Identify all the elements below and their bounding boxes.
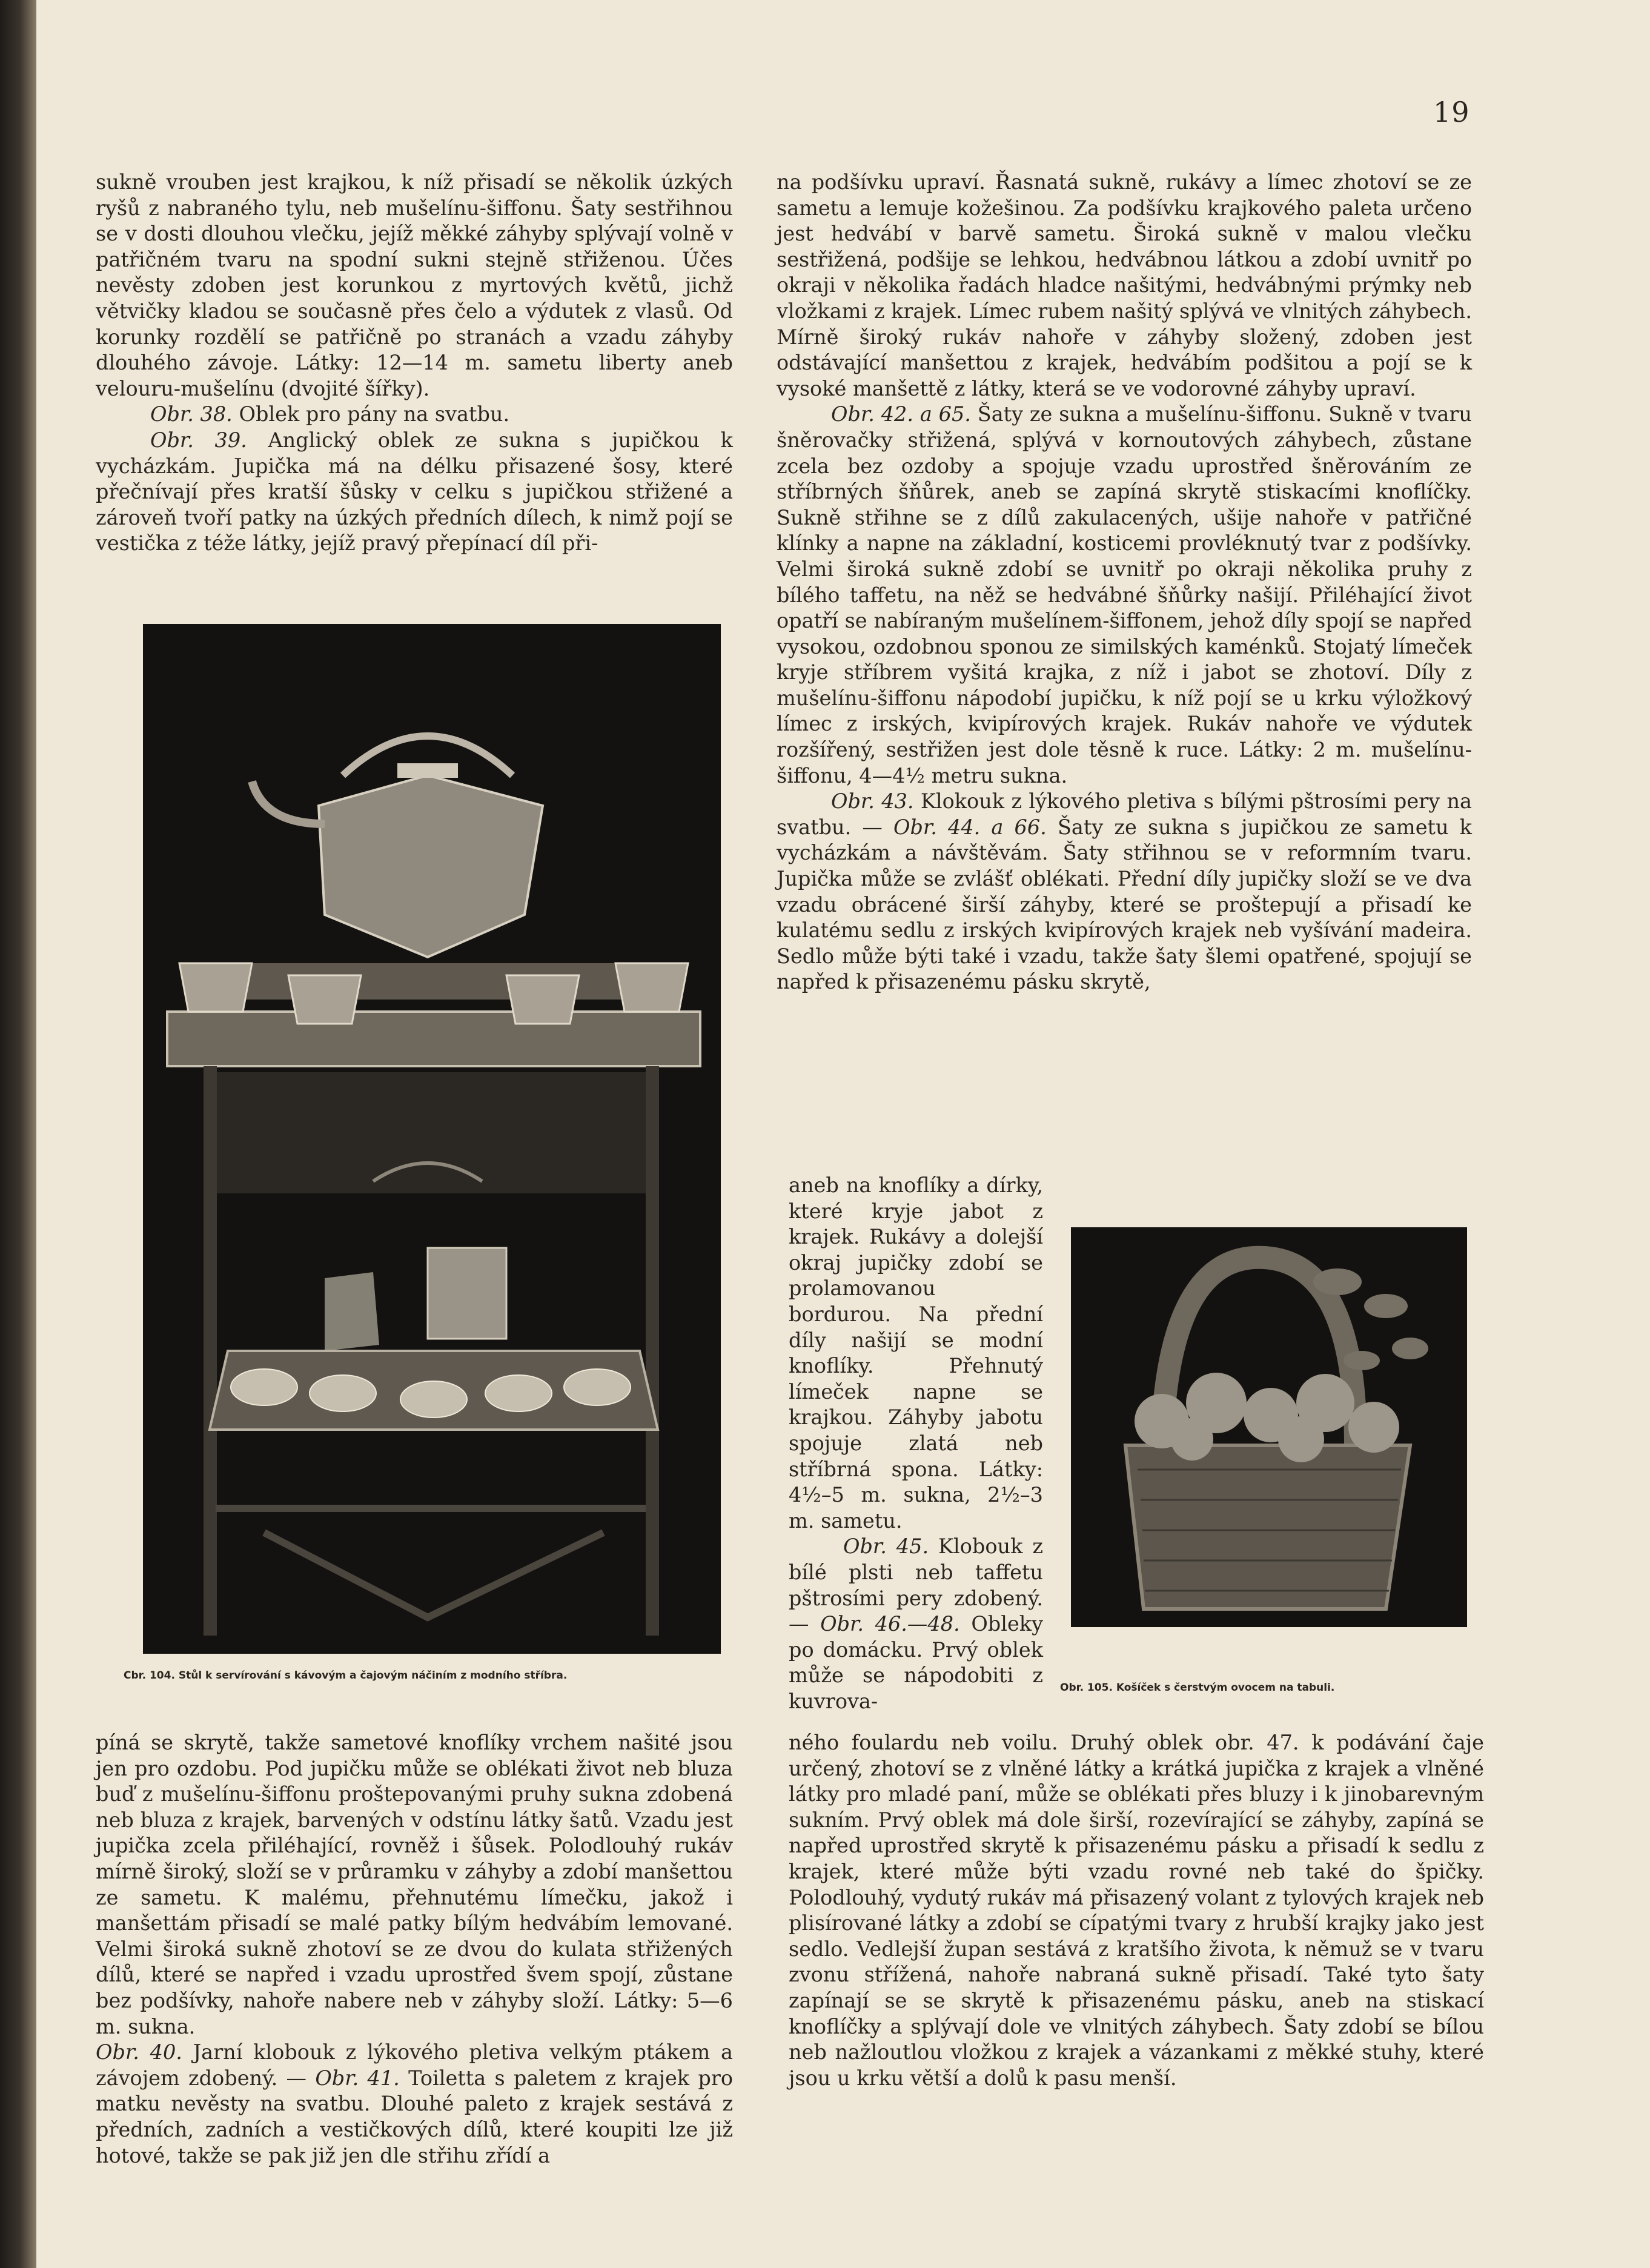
paragraph: sukně vrouben jest krajkou, k níž přisadí se několik úzkých ryšů z nabraného tylu, neb mušelínu-šiffonu. Šaty sestřihnou se v dosti dlouhou vlečku, jejíž měkké záhyby splývají volně v patřičném tvaru na spodní sukni stejně střiženou. Účes nevěsty zdoben jest korunkou z myrtových květů, jichž větvičky kladou se současně přes čelo a výdutek z vlasů. Od korunky rozdělí se patřičně po stranách a vzadu záhyby dlouhého závoje. Látky: 12—14 m. sametu liberty aneb velouru-mušelínu (dvojité šířky). — [96, 170, 733, 400]
figure-reference: Obr. 39. — [150, 428, 247, 452]
paragraph-text: Anglický oblek ze sukna s jupičkou k vycházkám. Jupička má na délku přisazené šosy, které přečnívají přes kratší šůsky v celku s jupičkou střižené a zároveň tvoří patky na úzkých předních dílech, k nimž pojí se vestička z téže látky, jejíž pravý přepínací díl při- — [96, 428, 733, 555]
paragraph — [96, 428, 733, 557]
right-column-top-text — [777, 170, 1472, 995]
figure-reference: Obr. 41. — [315, 2066, 400, 2090]
paragraph-text: Toiletta s paletem z krajek pro matku nevěsty na svatbu. Dlouhé paleto z krajek sestává z předních, zadních a vestičkových dílů, které koupiti lze již hotové, takže se pak již jen dle střihu zřídí a — [96, 2066, 733, 2167]
figure-105-caption: Obr. 105. Košíček s čerstvým ovocem na tabuli. — [1060, 1682, 1335, 1694]
paragraph: na podšívku upraví. Řasnatá sukně, rukávy a límec zhotoví se ze sametu a lemuje kožešinou. Za podšívku krajkového paleta určeno jest hedvábí v barvě sametu. Široká sukně v malou vlečku sestřižená, podšije se lehkou, hedvábnou látkou a zdobí uvnitř po okraji v několika řadách hladce našitými, hedvábnými prýmky neb vložkami z krajek. Límec rubem našitý splývá ve vlnitých záhybech. Mírně široký rukáv nahoře v záhyby složený, zdoben jest odstávající manšettou z krajek, hedvábím podšitou a pojí se k vysoké manšettě z látky, která se ve vodorovné záhyby upraví. — [777, 170, 1472, 400]
paragraph — [789, 1534, 1043, 1714]
paragraph — [96, 2040, 733, 2169]
figure-reference: Obr. 44. a 66. — [893, 815, 1047, 839]
book-page — [36, 0, 1650, 2268]
paragraph: aneb na knoflíky a dírky, které kryje jabot z krajek. Rukávy a dolejší okraj jupičky zdobí se prolamovanou bordurou. Na přední díly našijí se modní knoflíky. Přehnutý límeček napne se krajkou. Záhyby jabotu spojuje zlatá neb stříbrná spona. Látky: 4½–5 m. sukna, 2½–3 m. sametu. — [789, 1173, 1043, 1533]
page-number: 19 — [1433, 96, 1470, 128]
figure-104-caption: Cbr. 104. Stůl k servírování s kávovým a čajovým náčiním z modního stříbra. — [124, 1669, 568, 1682]
paragraph: píná se skrytě, takže sametové knoflíky vrchem našité jsou jen pro ozdobu. Pod jupičku může se oblékati život neb bluza buď z mušelínu-šiffonu proštepovanými pruhy sukna zdobená neb bluza z krajek, barvených v odstínu látky šatů. Vzadu jest jupička zcela přiléhající, rovněž i šůsek. Polodlouhý rukáv mírně široký, složí se v průramku v záhyby a zdobí manšettou ze sametu. K malému, přehnutému límečku, jakož i manšettám přisadí se malé patky bílým hedvábím lemované. Velmi široká sukně zhotoví se ze dvou do kulata střižených dílů, které se napřed i vzadu uprostřed švem spojí, zůstane bez podšívky, nahoře nabere neb v záhyby složí. Látky: 5—6 m. sukna. — [96, 1731, 733, 2038]
paragraph-text: Šaty ze sukna s jupičkou ze sametu k vycházkám a návštěvám. Šaty střihnou se v reformním tvaru. Jupička může se zvlášť oblékati. Přední díly jupičky složí se ve dva vzadu obrácené širší záhyby, které se proštepují a přisadí ke kulatému sedlu z irských kvipírových krajek neb vyšívání madeira. Sedlo může býti také i vzadu, takže šaty šlemi opatřené, spojují se napřed k přisazenému pásku skrytě, — [777, 815, 1472, 994]
left-column-bottom-text — [96, 1730, 733, 2169]
fruit-basket-illustration — [1071, 1227, 1467, 1627]
figure-reference: Obr. 38. — [150, 402, 233, 426]
paragraph — [96, 402, 733, 428]
figure-reference: Obr. 42. a 65. — [831, 402, 971, 426]
paragraph-text: Jarní klobouk z lýkového pletiva velkým ptákem a závojem zdobený. — — [96, 2040, 733, 2090]
paragraph-text: Šaty ze sukna a mušelínu-šiffonu. Sukně v tvaru šněrovačky střižená, splývá v kornoutových záhybech, zůstane zcela bez ozdoby a spojuje vzadu uprostřed šněrováním ze stříbrných šňůrek, aneb se zapíná skrytě stiskacími knoflíčky. Sukně střihne se z dílů zakulacených, ušije nahoře v patřičné klínky a napne na základní, kosticemi provléknutý tvar z podšívky. Velmi široká sukně zdobí se uvnitř po okraji několika pruhy z bílého taffetu, na něž se hedvábné šňůrky našijí. Přiléhající život opatří se nabíraným mušelínem-šiffonem, jehož díly spojí se napřed vysokou, ozdobnou sponou ze similských kaménků. Stojatý límeček kryje stříbrem vyšitá krajka, z níž i jabot se zhotoví. Díly z mušelínu-šiffonu nápodobí jupičku, k níž pojí se u krku výložkový límec z irských, kvipírových krajek. Rukáv nahoře ve výdutek rozšířený, sestřižen jest dole těsně k ruce. Látky: 2 m. mušelínu-šiffonu, 4—4½ metru sukna. — [777, 402, 1472, 788]
paragraph-text: Obleky po domácku. Prvý oblek může se nápodobiti z kuvrova- — [789, 1612, 1043, 1713]
left-column-top-text — [96, 170, 733, 557]
book-binding-edge — [0, 0, 36, 2268]
figure-reference: Obr. 46.—48. — [820, 1612, 960, 1636]
paragraph — [777, 789, 1472, 995]
right-column-narrow-text — [789, 1173, 1043, 1714]
fruit-basket-photo — [1071, 1227, 1467, 1627]
paragraph-text: Klokouk z lýkového pletiva s bílými pštrosími pery na svatbu. — — [777, 789, 1472, 839]
paragraph-text: Klobouk z bílé plsti neb taffetu pštrosími pery zdobený. — — [789, 1534, 1043, 1636]
serving-table-photo — [143, 624, 721, 1654]
figure-reference: Obr. 45. — [843, 1534, 929, 1559]
figure-reference: Obr. 40. — [96, 2040, 182, 2064]
paragraph — [777, 402, 1472, 789]
serving-table-illustration — [143, 624, 721, 1654]
figure-reference: Obr. 43. — [831, 789, 914, 814]
paragraph-text: Oblek pro pány na svatbu. — [232, 402, 510, 426]
paragraph: ného foulardu neb voilu. Druhý oblek obr. 47. k podávání čaje určený, zhotoví se z vlněné látky a krátká jupička z krajek a vlněné látky pro mladé paní, může se oblékati přes bluzy i k jinobarevným sukním. Prvý oblek má dole širší, rozevírající se záhyby, zapíná se napřed uprostřed skrytě k přisazenému pásku a přisadí k sedlu z krajek, které může býti vzadu rovné neb také do špičky. Polodlouhý, vydutý rukáv má přisazený volant z tylových krajek neb plisírované látky a zdobí se cípatými tvary z hrubší krajky jako jest sedlo. Vedlejší župan sestává z kratšího života, k němuž se v tvaru zvonu střížená, nahoře nabraná sukně přisadí. Také tyto šaty zapínají se se skrytě k přisazenému pásku, aneb na stiskací knoflíčky a splývají dole ve vlnitých záhybech. Šaty zdobí se bílou neb nažloutlou vložkou z krajek a vázankami z měkké stuhy, které jsou u krku větší a dolů k pasu menší. — [789, 1731, 1484, 2090]
right-column-bottom-text — [789, 1730, 1484, 2091]
